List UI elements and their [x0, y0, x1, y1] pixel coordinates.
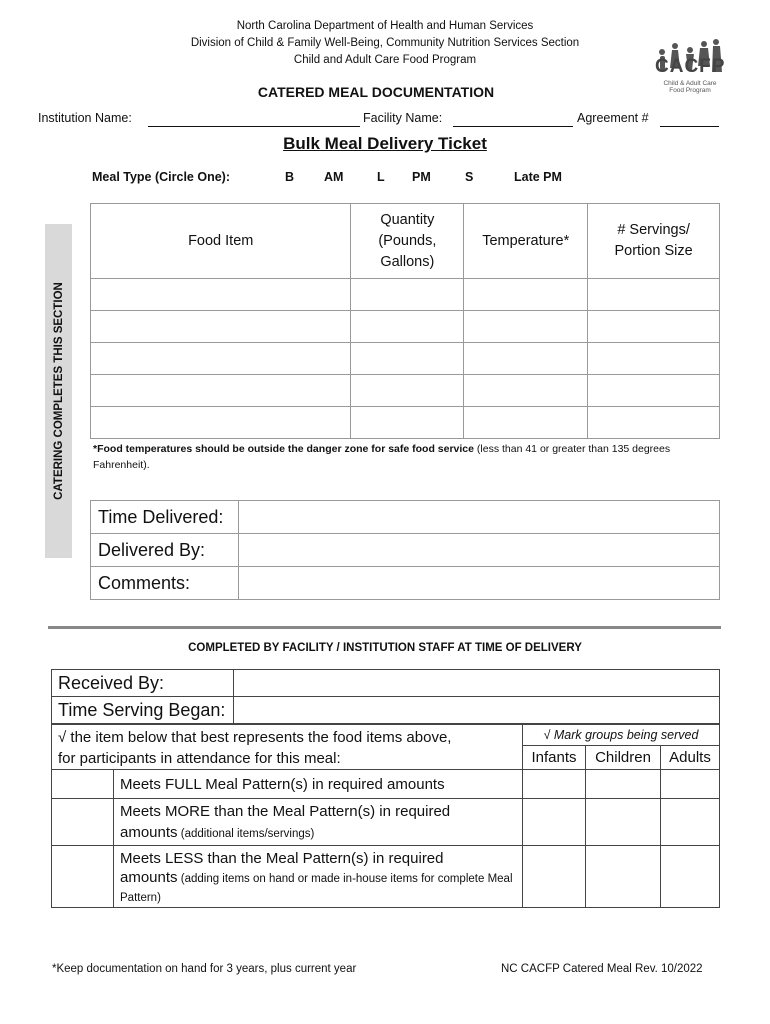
delivery-table [90, 500, 720, 600]
footer-revision: NC CACFP Catered Meal Rev. 10/2022 [501, 963, 703, 975]
more-adults-check[interactable] [661, 799, 720, 846]
time-serving-label: Time Serving Began: [52, 697, 234, 724]
temperature-cell[interactable] [464, 279, 588, 311]
delivered-by-field[interactable] [239, 534, 720, 567]
header-food-item: Food Item [91, 204, 351, 279]
time-serving-field[interactable] [234, 697, 720, 724]
sidebar-label: CATERING COMPLETES THIS SECTION [52, 282, 65, 500]
temperature-cell[interactable] [464, 343, 588, 375]
temperature-note-bold: *Food temperatures should be outside the danger zone for safe food service [93, 443, 474, 455]
full-pattern-label: Meets FULL Meal Pattern(s) in required amounts [114, 770, 523, 799]
servings-cell[interactable] [588, 375, 720, 407]
quantity-cell[interactable] [351, 311, 464, 343]
servings-cell[interactable] [588, 311, 720, 343]
division-line: Division of Child & Family Well-Being, Community Nutrition Services Section [190, 37, 580, 49]
facility-section-heading: COMPLETED BY FACILITY / INSTITUTION STAFF AT TIME OF DELIVERY [188, 642, 582, 654]
food-item-cell[interactable] [91, 311, 351, 343]
less-pattern-check[interactable] [52, 846, 114, 908]
servings-cell[interactable] [588, 279, 720, 311]
full-pattern-check[interactable] [52, 770, 114, 799]
meal-option-am[interactable]: AM [324, 170, 344, 184]
mark-groups-label: √ Mark groups being served [523, 725, 720, 746]
group-infants: Infants [523, 746, 586, 770]
cacfp-logo-subtext: Child & Adult Care Food Program [663, 80, 717, 94]
instruction-line1: √ the item below that best represents the food items above, [58, 729, 452, 746]
group-children: Children [586, 746, 661, 770]
more-pattern-label [114, 799, 523, 846]
instruction-cell [52, 725, 523, 770]
time-delivered-label: Time Delivered: [91, 501, 239, 534]
less-children-check[interactable] [586, 846, 661, 908]
header-quantity [351, 204, 464, 279]
more-pattern-amounts: amounts [120, 824, 178, 841]
less-infants-check[interactable] [523, 846, 586, 908]
received-by-field[interactable] [234, 670, 720, 697]
temperature-note [93, 441, 723, 473]
quantity-cell[interactable] [351, 279, 464, 311]
header-servings-line2: Portion Size [614, 243, 693, 259]
receipt-table [51, 669, 720, 724]
food-item-cell[interactable] [91, 279, 351, 311]
facility-label: Facility Name: [363, 111, 443, 125]
header-temperature: Temperature* [464, 204, 588, 279]
header-servings-line1: # Servings/ [617, 222, 690, 238]
full-adults-check[interactable] [661, 770, 720, 799]
form-title: CATERED MEAL DOCUMENTATION [257, 84, 495, 100]
table-row [91, 343, 720, 375]
institution-label: Institution Name: [38, 111, 132, 125]
comments-label: Comments: [91, 567, 239, 600]
catering-section-sidebar [45, 224, 72, 558]
food-item-cell[interactable] [91, 375, 351, 407]
institution-field[interactable] [148, 126, 360, 127]
full-infants-check[interactable] [523, 770, 586, 799]
cacfp-logo-text: CACFP [655, 56, 726, 77]
ticket-title: Bulk Meal Delivery Ticket [283, 134, 487, 153]
temperature-cell[interactable] [464, 407, 588, 439]
instruction-line2: for participants in attendance for this meal: [58, 750, 341, 767]
agency-line: North Carolina Department of Health and Human Services [236, 20, 534, 32]
agreement-label: Agreement # [577, 111, 649, 125]
more-children-check[interactable] [586, 799, 661, 846]
food-item-cell[interactable] [91, 343, 351, 375]
agreement-field[interactable] [660, 126, 719, 127]
temperature-note-detail: (less than 41 or greater than 135 degrees Fahrenheit). [93, 443, 671, 471]
food-table [90, 203, 720, 439]
table-row [91, 311, 720, 343]
header-quantity-line3: Gallons) [380, 253, 435, 270]
section-divider [48, 626, 721, 629]
quantity-cell[interactable] [351, 407, 464, 439]
meal-option-pm[interactable]: PM [412, 170, 431, 184]
less-pattern-main: Meets LESS than the Meal Pattern(s) in required [120, 850, 444, 867]
group-adults: Adults [661, 746, 720, 770]
time-delivered-field[interactable] [239, 501, 720, 534]
comments-field[interactable] [239, 567, 720, 600]
header-quantity-line2: (Pounds, [378, 232, 437, 249]
more-pattern-detail: (additional items/servings) [177, 828, 315, 840]
meal-option-s[interactable]: S [465, 170, 474, 184]
less-pattern-detail: (adding items on hand or made in-house items for complete Meal Pattern) [120, 873, 513, 904]
table-row [91, 375, 720, 407]
more-pattern-continuation [120, 822, 516, 845]
full-children-check[interactable] [586, 770, 661, 799]
food-item-cell[interactable] [91, 407, 351, 439]
header-servings [588, 204, 720, 279]
meal-option-late-pm[interactable]: Late PM [514, 170, 562, 184]
less-pattern-amounts: amounts [120, 869, 178, 886]
more-infants-check[interactable] [523, 799, 586, 846]
servings-cell[interactable] [588, 343, 720, 375]
meal-pattern-table [51, 724, 720, 908]
servings-cell[interactable] [588, 407, 720, 439]
program-line: Child and Adult Care Food Program [293, 54, 477, 66]
delivered-by-label: Delivered By: [91, 534, 239, 567]
meal-option-l[interactable]: L [377, 170, 385, 184]
temperature-cell[interactable] [464, 311, 588, 343]
meal-option-b[interactable]: B [285, 170, 295, 184]
less-pattern-label [114, 846, 523, 908]
more-pattern-main: Meets MORE than the Meal Pattern(s) in required [120, 803, 451, 820]
footer-retention-note: *Keep documentation on hand for 3 years, plus current year [52, 963, 357, 975]
received-by-label: Received By: [52, 670, 234, 697]
temperature-cell[interactable] [464, 375, 588, 407]
table-row [91, 279, 720, 311]
less-adults-check[interactable] [661, 846, 720, 908]
quantity-cell[interactable] [351, 375, 464, 407]
facility-field[interactable] [453, 126, 573, 127]
food-table-header [91, 204, 720, 279]
quantity-cell[interactable] [351, 343, 464, 375]
table-row [91, 407, 720, 439]
less-pattern-continuation [120, 869, 516, 907]
more-pattern-check[interactable] [52, 799, 114, 846]
meal-type-label: Meal Type (Circle One): [92, 170, 230, 184]
header-quantity-line1: Quantity [380, 211, 435, 228]
